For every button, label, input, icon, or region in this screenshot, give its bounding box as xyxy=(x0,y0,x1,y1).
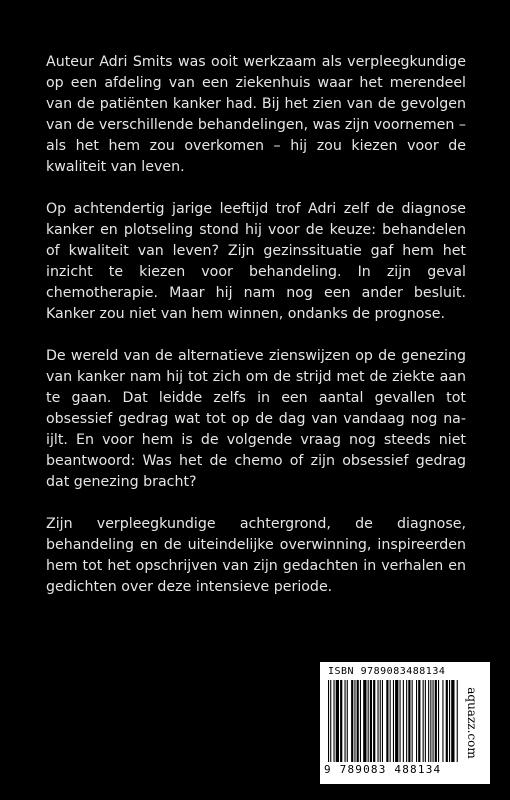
barcode-bar xyxy=(368,680,369,762)
barcode-bar xyxy=(403,680,404,762)
barcode-bar xyxy=(400,680,401,762)
barcode-bar xyxy=(433,680,434,762)
barcode-bar xyxy=(435,680,437,762)
barcode-bar xyxy=(438,680,439,762)
isbn-text: ISBN 9789083488134 xyxy=(328,666,446,677)
paragraph-3: De wereld van de alternatieve zienswijzen op de genezing van kanker nam hij tot zich om de strijd met de ziekte aan te gaan. Dat leidde zelfs in een aantal gevallen tot obsessief gedrag wat tot op de dag van vandaag nog na-ijlt. En voor hem is de volgende vraag nog steeds niet beantwoord: Was het de chemo of zijn obsessief gedrag dat genezing bracht? xyxy=(46,348,466,490)
barcode-bar xyxy=(370,680,372,762)
paragraph-4: Zijn verpleegkundige achtergrond, de diagnose, behandeling en de uiteindelijke overwinning, inspireerden hem tot het opschrijven van zijn gedachten in verhalen en gedichten over deze intensieve periode. xyxy=(46,516,466,595)
barcode-bar xyxy=(328,680,329,762)
blurb-text xyxy=(46,52,466,619)
barcode-bar xyxy=(449,680,450,762)
barcode-bar xyxy=(357,680,359,762)
barcode-bar xyxy=(390,680,391,762)
barcode-bar xyxy=(425,680,426,762)
barcode-bar xyxy=(386,680,388,762)
barcode-bar xyxy=(360,680,361,762)
barcode-bar xyxy=(363,680,366,762)
barcode-bar xyxy=(382,680,383,762)
barcode-label xyxy=(320,662,490,784)
publisher-website xyxy=(457,668,487,778)
barcode-bar xyxy=(378,680,379,762)
barcode-bar xyxy=(395,680,398,762)
barcode-bar xyxy=(334,680,335,762)
barcode-bar xyxy=(408,680,410,762)
barcode-bar xyxy=(418,680,420,762)
barcode-bar xyxy=(336,680,339,762)
barcode-bar xyxy=(423,680,424,762)
barcode-bar xyxy=(412,680,413,762)
barcode-bar xyxy=(446,680,448,762)
barcode-bar xyxy=(428,680,429,762)
barcode-bar xyxy=(416,680,417,762)
barcode-bar xyxy=(330,680,331,762)
paragraph-1: Auteur Adri Smits was ooit werkzaam als verpleegkundige op een afdeling van een ziekenhuis waar het merendeel van de patiënten kanker had. Bij het zien van de gevolgen van de verschillende behandelingen, was zijn voornemen – als het hem zou overkomen – hij zou kiezen voor de kwaliteit van leven. xyxy=(46,54,466,175)
barcode-bar xyxy=(393,680,394,762)
barcode-bar xyxy=(406,680,407,762)
barcode-digits: 9 789083 488134 xyxy=(324,763,442,776)
paragraph-2: Op achtendertig jarige leeftijd trof Adri zelf de diagnose kanker en plotseling stond hij voor de keuze: behandelen of kwaliteit van leven? Zijn gezinssituatie gaf hem het inzicht te kiezen voor behandeling. In zijn geval chemotherapie. Maar hij nam nog een ander besluit. Kanker zou niet van hem winnen, ondanks de prognose. xyxy=(46,201,466,322)
barcode-bar xyxy=(430,680,431,762)
publisher-label: aquazz.com xyxy=(465,687,480,759)
barcode-bar xyxy=(451,680,454,762)
barcode-bar xyxy=(345,680,346,762)
barcode-bar xyxy=(347,680,348,762)
barcode-bar xyxy=(351,680,353,762)
barcode-bar xyxy=(380,680,381,762)
barcode-bar xyxy=(354,680,355,762)
barcode-bars xyxy=(328,680,458,762)
barcode-bar xyxy=(340,680,342,762)
barcode-bar xyxy=(373,680,375,762)
barcode-bar xyxy=(442,680,443,762)
